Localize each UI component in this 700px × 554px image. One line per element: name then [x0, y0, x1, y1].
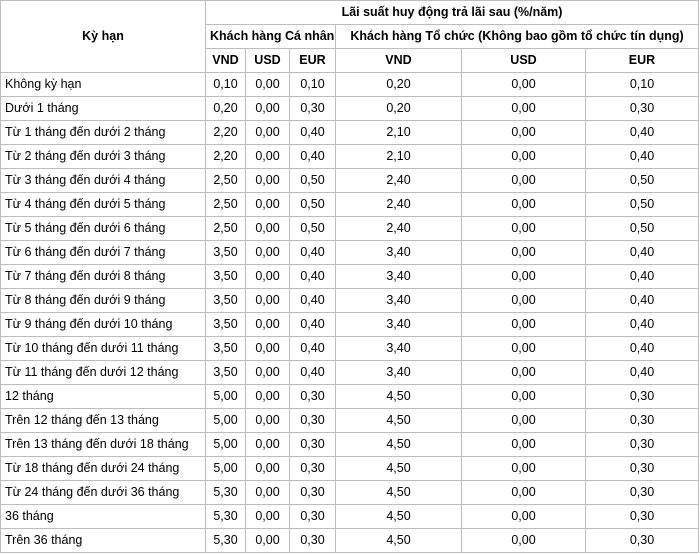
rate-cell: 0,00: [246, 289, 290, 313]
rate-cell: 2,10: [336, 121, 462, 145]
rate-cell: 0,40: [290, 145, 336, 169]
table-row: [1, 409, 699, 433]
table-row: [1, 121, 699, 145]
table-row: [1, 169, 699, 193]
rate-cell: 0,20: [336, 73, 462, 97]
rate-cell: 0,50: [586, 193, 699, 217]
rate-cell: 4,50: [336, 457, 462, 481]
term-cell: Từ 10 tháng đến dưới 11 tháng: [1, 337, 206, 361]
rate-cell: 0,40: [586, 361, 699, 385]
table-row: [1, 481, 699, 505]
rate-cell: 0,00: [246, 313, 290, 337]
rate-cell: 0,30: [586, 505, 699, 529]
rate-cell: 0,30: [586, 529, 699, 553]
rate-cell: 3,50: [206, 361, 246, 385]
rate-cell: 0,50: [586, 169, 699, 193]
rate-cell: 2,40: [336, 217, 462, 241]
table-row: [1, 313, 699, 337]
term-cell: Từ 3 tháng đến dưới 4 tháng: [1, 169, 206, 193]
table-row: [1, 193, 699, 217]
rate-cell: 3,50: [206, 241, 246, 265]
rate-cell: 0,00: [462, 241, 586, 265]
currency-header: USD: [462, 49, 586, 73]
currency-header: VND: [206, 49, 246, 73]
rate-cell: 0,50: [290, 193, 336, 217]
rate-cell: 3,40: [336, 241, 462, 265]
rate-cell: 0,00: [462, 313, 586, 337]
rate-cell: 2,50: [206, 217, 246, 241]
term-cell: Từ 9 tháng đến dưới 10 tháng: [1, 313, 206, 337]
rate-cell: 0,00: [246, 529, 290, 553]
table-title: Lãi suất huy động trả lãi sau (%/năm): [206, 1, 699, 25]
rate-cell: 0,00: [462, 433, 586, 457]
rate-cell: 0,00: [462, 361, 586, 385]
rate-cell: 0,30: [586, 457, 699, 481]
rate-cell: 2,20: [206, 121, 246, 145]
rate-cell: 4,50: [336, 529, 462, 553]
rate-cell: 0,00: [246, 409, 290, 433]
table-row: [1, 217, 699, 241]
rate-cell: 0,00: [246, 145, 290, 169]
rate-cell: 0,00: [462, 217, 586, 241]
table-row: [1, 145, 699, 169]
rate-cell: 0,00: [246, 169, 290, 193]
rate-cell: 2,10: [336, 145, 462, 169]
rate-cell: 0,10: [586, 73, 699, 97]
table-row: [1, 529, 699, 553]
currency-header: VND: [336, 49, 462, 73]
rate-cell: 0,30: [290, 433, 336, 457]
rate-cell: 0,00: [462, 457, 586, 481]
rate-cell: 0,00: [462, 169, 586, 193]
rate-cell: 3,50: [206, 289, 246, 313]
rate-cell: 0,30: [586, 409, 699, 433]
rate-cell: 5,30: [206, 529, 246, 553]
rate-cell: 0,00: [246, 337, 290, 361]
term-cell: 12 tháng: [1, 385, 206, 409]
rate-cell: 0,20: [206, 97, 246, 121]
rate-cell: 5,00: [206, 433, 246, 457]
term-cell: Từ 5 tháng đến dưới 6 tháng: [1, 217, 206, 241]
term-cell: Trên 12 tháng đến 13 tháng: [1, 409, 206, 433]
group-header-organization: Khách hàng Tổ chức (Không bao gồm tổ chức tín dụng): [336, 25, 699, 49]
term-cell: Từ 11 tháng đến dưới 12 tháng: [1, 361, 206, 385]
currency-header: USD: [246, 49, 290, 73]
rate-cell: 4,50: [336, 409, 462, 433]
rate-cell: 5,00: [206, 457, 246, 481]
table-row: [1, 97, 699, 121]
rate-cell: 0,30: [586, 385, 699, 409]
rate-cell: 0,00: [462, 289, 586, 313]
rate-cell: 0,00: [462, 385, 586, 409]
rate-cell: 0,30: [290, 97, 336, 121]
rate-cell: 0,00: [246, 505, 290, 529]
table-row: [1, 457, 699, 481]
table-row: [1, 433, 699, 457]
term-cell: Từ 7 tháng đến dưới 8 tháng: [1, 265, 206, 289]
rate-cell: 0,30: [290, 529, 336, 553]
rate-cell: 0,40: [290, 361, 336, 385]
rate-cell: 4,50: [336, 505, 462, 529]
rate-cell: 0,40: [586, 265, 699, 289]
table-body: [1, 73, 699, 553]
currency-header: EUR: [290, 49, 336, 73]
table-row: [1, 385, 699, 409]
rate-cell: 0,40: [290, 337, 336, 361]
header-row-title: [1, 1, 699, 25]
rate-cell: 0,40: [586, 241, 699, 265]
term-cell: Trên 36 tháng: [1, 529, 206, 553]
rate-cell: 0,20: [336, 97, 462, 121]
rate-cell: 0,30: [290, 385, 336, 409]
rate-cell: 0,30: [290, 457, 336, 481]
rate-cell: 5,00: [206, 409, 246, 433]
rate-cell: 0,40: [290, 241, 336, 265]
rate-cell: 4,50: [336, 481, 462, 505]
term-cell: 36 tháng: [1, 505, 206, 529]
rate-cell: 0,00: [462, 409, 586, 433]
rate-cell: 0,40: [586, 121, 699, 145]
rate-cell: 0,00: [462, 505, 586, 529]
rate-cell: 2,20: [206, 145, 246, 169]
table-row: [1, 289, 699, 313]
rate-cell: 0,40: [586, 313, 699, 337]
rate-cell: 3,40: [336, 289, 462, 313]
rate-cell: 0,00: [462, 337, 586, 361]
rate-cell: 0,00: [462, 529, 586, 553]
rate-cell: 3,40: [336, 337, 462, 361]
table-row: [1, 241, 699, 265]
rate-cell: 0,00: [246, 481, 290, 505]
table-header: [1, 1, 699, 73]
rate-cell: 0,00: [246, 457, 290, 481]
rate-cell: 0,10: [290, 73, 336, 97]
term-cell: Không kỳ hạn: [1, 73, 206, 97]
rate-cell: 2,40: [336, 169, 462, 193]
rate-cell: 5,30: [206, 481, 246, 505]
rate-cell: 0,00: [246, 97, 290, 121]
rate-cell: 5,30: [206, 505, 246, 529]
term-cell: Từ 24 tháng đến dưới 36 tháng: [1, 481, 206, 505]
table-row: [1, 73, 699, 97]
rate-cell: 4,50: [336, 433, 462, 457]
rate-cell: 2,50: [206, 169, 246, 193]
rate-cell: 3,40: [336, 265, 462, 289]
rate-cell: 0,00: [246, 433, 290, 457]
term-cell: Từ 6 tháng đến dưới 7 tháng: [1, 241, 206, 265]
rate-cell: 0,50: [290, 217, 336, 241]
rate-cell: 0,10: [206, 73, 246, 97]
rate-cell: 0,00: [462, 481, 586, 505]
rate-cell: 3,40: [336, 361, 462, 385]
term-column-header: Kỳ hạn: [1, 1, 206, 73]
rate-cell: 0,00: [462, 121, 586, 145]
rate-cell: 0,00: [246, 73, 290, 97]
rate-cell: 2,50: [206, 193, 246, 217]
rate-cell: 0,00: [462, 193, 586, 217]
rate-cell: 0,00: [246, 361, 290, 385]
rate-cell: 0,30: [586, 433, 699, 457]
rate-cell: 3,40: [336, 313, 462, 337]
currency-header: EUR: [586, 49, 699, 73]
term-cell: Từ 4 tháng đến dưới 5 tháng: [1, 193, 206, 217]
rate-cell: 0,50: [586, 217, 699, 241]
rate-cell: 0,00: [246, 265, 290, 289]
rate-cell: 0,40: [290, 265, 336, 289]
rate-cell: 0,00: [462, 97, 586, 121]
term-cell: Từ 1 tháng đến dưới 2 tháng: [1, 121, 206, 145]
rate-cell: 0,40: [586, 337, 699, 361]
rate-cell: 0,40: [290, 121, 336, 145]
rate-cell: 0,30: [290, 505, 336, 529]
rate-cell: 0,30: [290, 409, 336, 433]
group-header-individual: Khách hàng Cá nhân: [206, 25, 336, 49]
rate-cell: 3,50: [206, 313, 246, 337]
rate-cell: 0,30: [586, 481, 699, 505]
rate-cell: 3,50: [206, 265, 246, 289]
table-row: [1, 265, 699, 289]
rate-cell: 0,00: [462, 145, 586, 169]
rate-cell: 0,00: [462, 265, 586, 289]
term-cell: Trên 13 tháng đến dưới 18 tháng: [1, 433, 206, 457]
rate-cell: 0,30: [290, 481, 336, 505]
rate-cell: 0,40: [586, 289, 699, 313]
rate-cell: 0,50: [290, 169, 336, 193]
rate-cell: 0,00: [462, 73, 586, 97]
rate-cell: 0,40: [586, 145, 699, 169]
term-cell: Từ 18 tháng đến dưới 24 tháng: [1, 457, 206, 481]
rate-cell: 0,30: [586, 97, 699, 121]
rate-cell: 0,40: [290, 289, 336, 313]
rate-cell: 0,00: [246, 241, 290, 265]
table-row: [1, 337, 699, 361]
rate-cell: 0,00: [246, 217, 290, 241]
rate-cell: 4,50: [336, 385, 462, 409]
rate-cell: 0,00: [246, 193, 290, 217]
table-row: [1, 361, 699, 385]
rate-cell: 0,00: [246, 385, 290, 409]
term-cell: Từ 8 tháng đến dưới 9 tháng: [1, 289, 206, 313]
rate-cell: 3,50: [206, 337, 246, 361]
rate-cell: 0,40: [290, 313, 336, 337]
rate-cell: 0,00: [246, 121, 290, 145]
term-cell: Dưới 1 tháng: [1, 97, 206, 121]
term-cell: Từ 2 tháng đến dưới 3 tháng: [1, 145, 206, 169]
rate-cell: 5,00: [206, 385, 246, 409]
table-row: [1, 505, 699, 529]
rate-cell: 2,40: [336, 193, 462, 217]
